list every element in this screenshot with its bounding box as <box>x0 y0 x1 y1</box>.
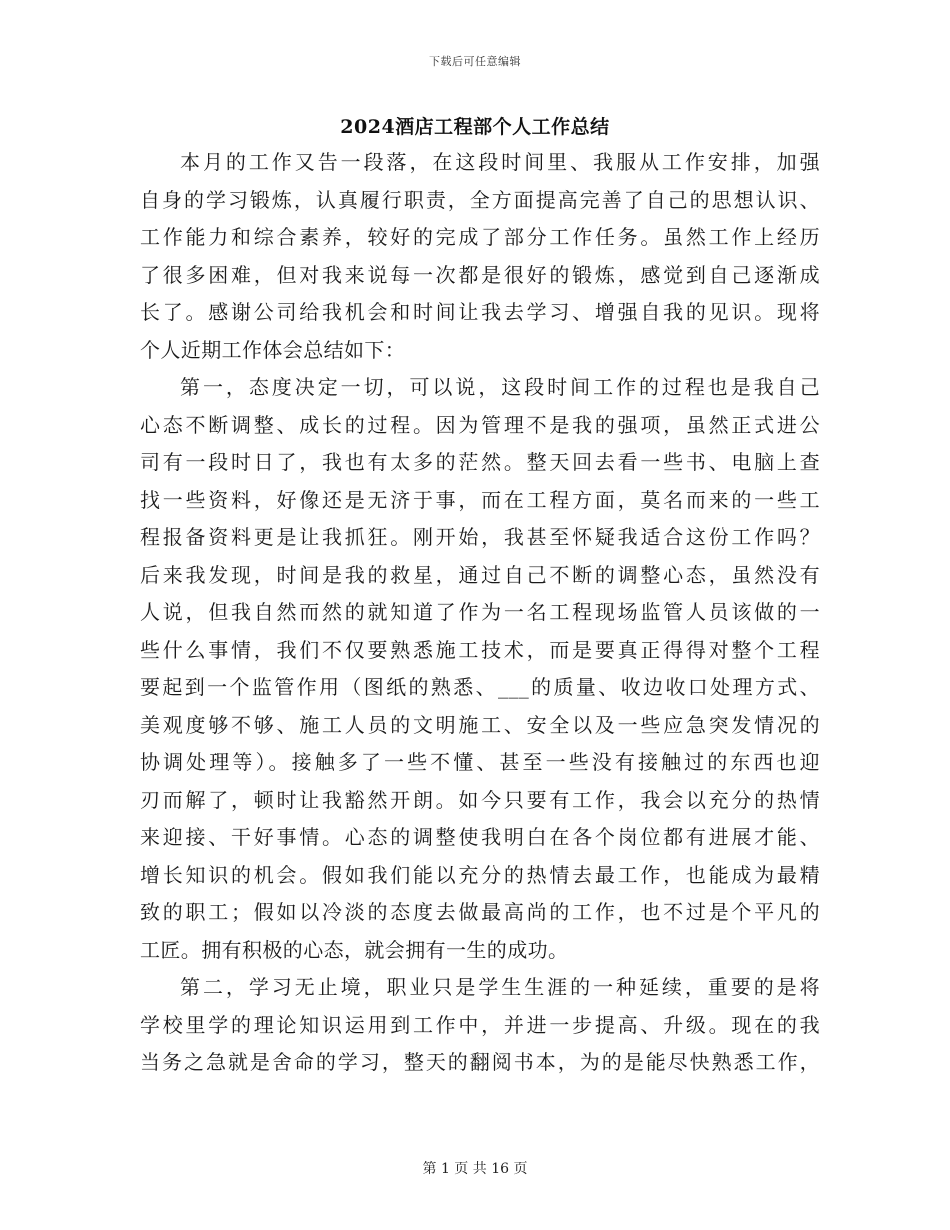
paragraph-line: 本月的工作又告一段落，在这段时间里、我服从工作安排，加强 <box>180 150 820 174</box>
paragraph-line: 致的职工；假如以冷淡的态度去做最高尚的工作，也不过是个平凡的 <box>140 900 820 924</box>
paragraph-line: 司有一段时日了，我也有太多的茫然。整天回去看一些书、电脑上查 <box>140 450 820 474</box>
document-body <box>140 144 820 1082</box>
paragraph-line: 第一，态度决定一切，可以说，这段时间工作的过程也是我自己 <box>180 375 820 399</box>
paragraph-line: 当务之急就是舍命的学习，整天的翻阅书本，为的是能尽快熟悉工作， <box>140 1050 820 1074</box>
paragraph-line: 增长知识的机会。假如我们能以充分的热情去最工作，也能成为最精 <box>140 862 820 887</box>
paragraph-line: 个人近期工作体会总结如下： <box>140 337 406 362</box>
page-footer: 第 1 页 共 16 页 <box>422 1161 528 1177</box>
paragraph-line: 人说，但我自然而然的就知道了作为一名工程现场监管人员该做的一 <box>140 600 820 624</box>
paragraph-line: 第二，学习无止境，职业只是学生生涯的一种延续，重要的是将 <box>180 975 820 999</box>
paragraph-line: 刃而解了，顿时让我豁然开朗。如今只要有工作，我会以充分的热情 <box>140 787 820 812</box>
paragraph-line: 长了。感谢公司给我机会和时间让我去学习、增强自我的见识。现将 <box>140 300 820 324</box>
paragraph-line: 后来我发现，时间是我的救星，通过自己不断的调整心态，虽然没有 <box>140 562 820 587</box>
paragraph-line: 自身的学习锻炼，认真履行职责，全方面提高完善了自己的思想认识、 <box>140 187 820 212</box>
paragraph-line: 工匠。拥有积极的心态，就会拥有一生的成功。 <box>140 937 569 962</box>
paragraph-line: 美观度够不够、施工人员的文明施工、安全以及一些应急突发情况的 <box>140 712 820 737</box>
paragraph-line: 来迎接、干好事情。心态的调整使我明白在各个岗位都有进展才能、 <box>140 825 820 849</box>
paragraph-line: 了很多困难，但对我来说每一次都是很好的锻炼，感觉到自己逐渐成 <box>140 262 820 287</box>
paragraph-line: 学校里学的理论知识运用到工作中，并进一步提高、升级。现在的我 <box>140 1012 820 1037</box>
paragraph-line: 要起到一个监管作用（图纸的熟悉、___的质量、收边收口处理方式、 <box>140 675 820 699</box>
paragraph-line: 程报备资料更是让我抓狂。刚开始，我甚至怀疑我适合这份工作吗？ <box>140 525 820 549</box>
paragraph-line: 工作能力和综合素养，较好的完成了部分工作任务。虽然工作上经历 <box>140 225 820 249</box>
paragraph-line: 协调处理等）。接触多了一些不懂、甚至一些没有接触过的东西也迎 <box>140 750 820 774</box>
paragraph-line: 心态不断调整、成长的过程。因为管理不是我的强项，虽然正式进公 <box>140 412 820 437</box>
paragraph-line: 找一些资料，好像还是无济于事，而在工程方面，莫名而来的一些工 <box>140 487 820 512</box>
paragraph-line: 些什么事情，我们不仅要熟悉施工技术，而是要真正得得对整个工程 <box>140 637 820 662</box>
document-title: 2024酒店工程部个人工作总结 <box>340 116 610 138</box>
header-note: 下载后可任意编辑 <box>429 55 521 68</box>
